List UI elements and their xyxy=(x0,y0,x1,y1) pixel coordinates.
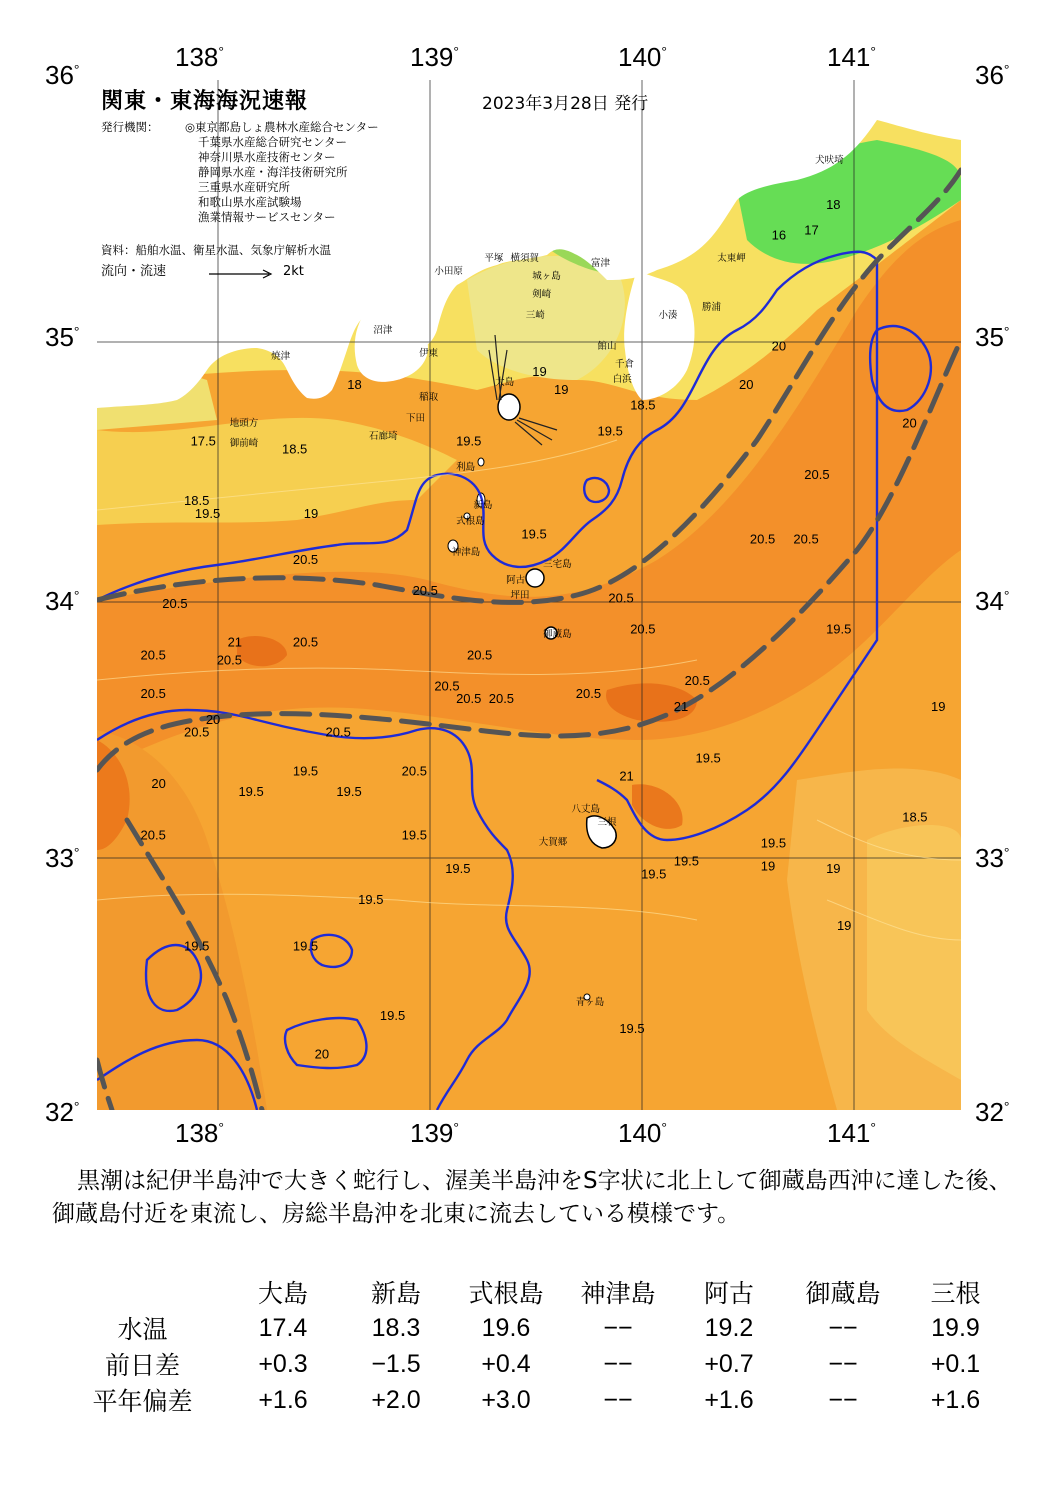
contour-value-label: 18.5 xyxy=(281,441,308,457)
contour-value-label: 20.5 xyxy=(804,467,830,483)
lat-label-36-left: 36° xyxy=(45,60,80,90)
place-label: 伊東 xyxy=(419,348,439,360)
contour-value-label: 20.5 xyxy=(749,531,776,547)
contour-value-label: 20.5 xyxy=(162,595,188,611)
station-header: 新島 xyxy=(370,1279,421,1308)
place-label: 地頭方 xyxy=(229,417,259,429)
lat-label-32-left: 32° xyxy=(45,1097,80,1127)
place-label: 千倉 xyxy=(614,358,634,370)
lon-label-139-top: 139° xyxy=(410,42,459,72)
contour-value-label: 21 xyxy=(227,634,243,650)
contour-value-label: 19.5 xyxy=(238,783,264,799)
place-label: 三宅島 xyxy=(543,559,572,571)
contour-value-label: 19.5 xyxy=(358,892,384,907)
table-cell: −− xyxy=(828,1385,858,1414)
contour-value-label: 20.5 xyxy=(488,691,515,707)
place-label: 富津 xyxy=(591,258,611,270)
table-cell: +1.6 xyxy=(930,1385,981,1414)
contour-value-label: 19.5 xyxy=(184,938,210,954)
contour-value-label: 20.5 xyxy=(216,652,243,668)
place-label: 平塚 xyxy=(484,252,504,264)
station-header: 神津島 xyxy=(580,1279,656,1308)
issuer-item: ◎東京都島しょ農林水産総合センター xyxy=(185,120,379,134)
lon-label-140-top: 140° xyxy=(618,42,667,72)
place-label: 八丈島 xyxy=(571,804,600,815)
contour-labels xyxy=(97,80,961,1110)
place-label: 下田 xyxy=(406,412,426,424)
contour-value-label: 20.5 xyxy=(140,686,166,701)
place-label: 利島 xyxy=(456,461,476,473)
contour-value-label: 19.5 xyxy=(456,433,482,449)
issuer-item: 和歌山県水産試験場 xyxy=(198,195,302,209)
contour-value-label: 20.5 xyxy=(434,678,460,694)
flow-legend-scale: 2kt xyxy=(283,264,304,279)
contour-value-label: 20 xyxy=(314,1046,330,1062)
table-cell: −− xyxy=(828,1349,858,1378)
table-cell: +2.0 xyxy=(371,1385,421,1414)
place-label: 小湊 xyxy=(658,309,678,321)
station-header: 御蔵島 xyxy=(805,1279,881,1308)
table-cell: +3.0 xyxy=(481,1385,531,1414)
contour-value-label: 20.5 xyxy=(684,673,710,689)
sea-temperature-map xyxy=(97,80,961,1110)
contour-value-label: 19.5 xyxy=(673,853,700,869)
table-cell: 19.6 xyxy=(481,1313,531,1342)
place-label: 石廊埼 xyxy=(369,430,398,442)
place-label: 城ヶ島 xyxy=(532,270,561,282)
contour-value-label: 20 xyxy=(771,338,787,354)
contour-value-label: 20.5 xyxy=(793,531,819,547)
lat-label-35-right: 35° xyxy=(975,322,1010,352)
row-label: 平年偏差 xyxy=(92,1387,193,1416)
contour-value-label: 20.5 xyxy=(466,647,493,663)
contour-value-label: 19 xyxy=(760,858,776,874)
contour-value-label: 20.5 xyxy=(140,647,166,663)
table-cell: +0.1 xyxy=(930,1349,981,1378)
lat-label-34-right: 34° xyxy=(975,586,1010,616)
contour-value-label: 20 xyxy=(739,377,754,392)
place-label: 小田原 xyxy=(434,265,463,277)
contour-value-label: 19.5 xyxy=(379,1007,406,1023)
place-label: 剣崎 xyxy=(532,289,552,300)
contour-value-label: 20.5 xyxy=(292,552,319,568)
place-label: 御前崎 xyxy=(229,438,259,450)
table-header-row xyxy=(60,1274,1008,1310)
table-cell: +1.6 xyxy=(704,1385,754,1414)
row-label: 水温 xyxy=(117,1315,168,1344)
table-corner xyxy=(60,1274,225,1310)
contour-value-label: 18 xyxy=(347,377,362,392)
table-cell: −− xyxy=(603,1349,633,1378)
place-label: 館山 xyxy=(597,340,617,352)
table-cell: −1.5 xyxy=(371,1349,421,1378)
contour-value-label: 19 xyxy=(303,505,319,521)
contour-value-label: 18.5 xyxy=(630,397,656,413)
contour-value-label: 19.5 xyxy=(292,763,319,779)
lat-label-36-right: 36° xyxy=(975,60,1010,90)
contour-value-label: 19.5 xyxy=(292,938,319,954)
place-label: 新島 xyxy=(473,500,493,512)
place-label: 犬吠埼 xyxy=(815,155,844,167)
place-label: 大賀郷 xyxy=(538,837,568,849)
contour-value-label: 17 xyxy=(804,222,819,238)
place-label: 稲取 xyxy=(419,392,439,403)
contour-value-label: 19.5 xyxy=(826,621,852,637)
contour-value-label: 20.5 xyxy=(412,583,438,598)
contour-value-label: 19.5 xyxy=(695,750,721,766)
place-label: 沼津 xyxy=(373,325,393,337)
place-label: 横須賀 xyxy=(510,252,540,264)
place-label: 御蔵島 xyxy=(543,628,572,640)
issuer-item: 漁業情報サービスセンター xyxy=(198,210,336,224)
contour-value-label: 21 xyxy=(673,698,689,714)
contour-value-label: 19 xyxy=(836,917,852,933)
table-cell: +0.7 xyxy=(704,1349,754,1378)
lat-label-32-right: 32° xyxy=(975,1097,1010,1127)
lon-label-140-bottom: 140° xyxy=(618,1118,667,1148)
contour-value-label: 19.5 xyxy=(760,835,787,851)
station-header: 大島 xyxy=(257,1279,308,1308)
issuer-item: 神奈川県水産技術センター xyxy=(198,150,336,164)
contour-value-label: 20.5 xyxy=(401,763,427,779)
lon-label-138-top: 138° xyxy=(175,42,224,72)
contour-value-label: 19.5 xyxy=(336,783,362,799)
table-cell: 19.9 xyxy=(931,1313,980,1342)
place-label: 式根島 xyxy=(456,515,485,527)
contour-value-label: 19.5 xyxy=(641,866,667,882)
map-issue-date: 2023年3月28日 発行 xyxy=(482,94,649,114)
place-label: 三崎 xyxy=(525,309,545,321)
place-label: 勝浦 xyxy=(702,301,722,313)
contour-value-label: 17.5 xyxy=(190,433,216,449)
lon-label-141-bottom: 141° xyxy=(827,1118,876,1148)
issuer-label: 発行機関： xyxy=(101,120,159,134)
summary-body: 黒潮は紀伊半島沖で大きく蛇行し、渥美半島沖をS字状に北上して御蔵島西沖に達した後、御蔵島付近を東流し、房総半島沖を北東に流去している模様です。 xyxy=(52,1168,1012,1227)
contour-value-label: 18.5 xyxy=(184,492,210,508)
table-cell: +0.3 xyxy=(258,1349,308,1378)
station-header: 三根 xyxy=(930,1279,981,1308)
contour-value-label: 20.5 xyxy=(630,621,656,637)
table-cell: 19.2 xyxy=(704,1313,754,1342)
place-label: 神津島 xyxy=(451,546,481,558)
contour-value-label: 20 xyxy=(151,776,166,792)
contour-value-label: 20 xyxy=(205,711,221,727)
place-label: 白浜 xyxy=(612,373,632,385)
contour-value-label: 20.5 xyxy=(325,724,351,740)
contour-value-label: 20.5 xyxy=(140,827,166,843)
table-cell: +0.4 xyxy=(481,1349,531,1378)
map-title: 関東・東海海況速報 xyxy=(101,89,309,114)
place-label: 三根 xyxy=(597,816,617,828)
flow-legend-label: 流向・流速 xyxy=(101,264,167,279)
contour-value-label: 20.5 xyxy=(575,686,602,701)
contour-value-label: 20.5 xyxy=(292,634,319,650)
contour-value-label: 16 xyxy=(771,227,787,243)
table-cell: −− xyxy=(603,1385,633,1414)
contour-value-label: 19.5 xyxy=(445,861,471,877)
contour-value-label: 19 xyxy=(931,698,946,714)
table-cell: 17.4 xyxy=(258,1313,308,1342)
data-source: 資料：船舶水温、衛星水温、気象庁解析水温 xyxy=(101,243,331,257)
contour-value-label: 19 xyxy=(554,382,569,398)
issuer-item: 千葉県水産総合研究センター xyxy=(198,135,348,149)
table-row xyxy=(60,1382,1008,1418)
contour-value-label: 19.5 xyxy=(401,827,427,843)
lat-label-33-left: 33° xyxy=(45,843,80,873)
table-row xyxy=(60,1310,1008,1346)
contour-value-label: 19.5 xyxy=(194,505,221,521)
issuer-item: 三重県水産研究所 xyxy=(198,180,290,194)
contour-value-label: 20.5 xyxy=(608,590,634,606)
contour-value-label: 19.5 xyxy=(619,1020,645,1036)
place-label: 青ヶ島 xyxy=(575,997,605,1009)
table-row xyxy=(60,1346,1008,1382)
place-label: 大島 xyxy=(495,376,515,388)
table-cell: 18.3 xyxy=(371,1313,421,1342)
table-cell: −− xyxy=(603,1313,633,1342)
lon-label-138-bottom: 138° xyxy=(175,1118,224,1148)
place-label: 焼津 xyxy=(271,350,291,362)
place-label: 坪田 xyxy=(510,590,530,602)
contour-value-label: 20.5 xyxy=(184,724,210,740)
contour-value-label: 20.5 xyxy=(456,691,482,707)
issuer-item: 静岡県水産・海洋技術研究所 xyxy=(198,165,348,179)
contour-value-label: 19.5 xyxy=(597,423,623,439)
island-temperature-table xyxy=(60,1274,1008,1418)
lon-label-139-bottom: 139° xyxy=(410,1118,459,1148)
contour-value-label: 20 xyxy=(902,415,917,431)
contour-value-label: 19.5 xyxy=(521,526,547,542)
table-cell: −− xyxy=(828,1313,858,1342)
lon-label-141-top: 141° xyxy=(827,42,876,72)
lat-label-33-right: 33° xyxy=(975,843,1010,873)
contour-value-label: 19 xyxy=(826,861,841,877)
contour-value-label: 21 xyxy=(619,768,634,784)
station-header: 阿古 xyxy=(703,1279,754,1308)
place-label: 太東岬 xyxy=(717,252,746,264)
row-label: 前日差 xyxy=(104,1351,180,1380)
table-cell: +1.6 xyxy=(258,1385,308,1414)
lat-label-34-left: 34° xyxy=(45,586,80,616)
contour-value-label: 18 xyxy=(826,196,841,212)
lat-label-35-left: 35° xyxy=(45,322,80,352)
summary-text xyxy=(52,1165,1012,1231)
contour-value-label: 18.5 xyxy=(902,809,928,825)
place-label: 阿古 xyxy=(506,574,526,586)
contour-value-label: 19 xyxy=(532,364,547,380)
station-header: 式根島 xyxy=(468,1279,544,1308)
